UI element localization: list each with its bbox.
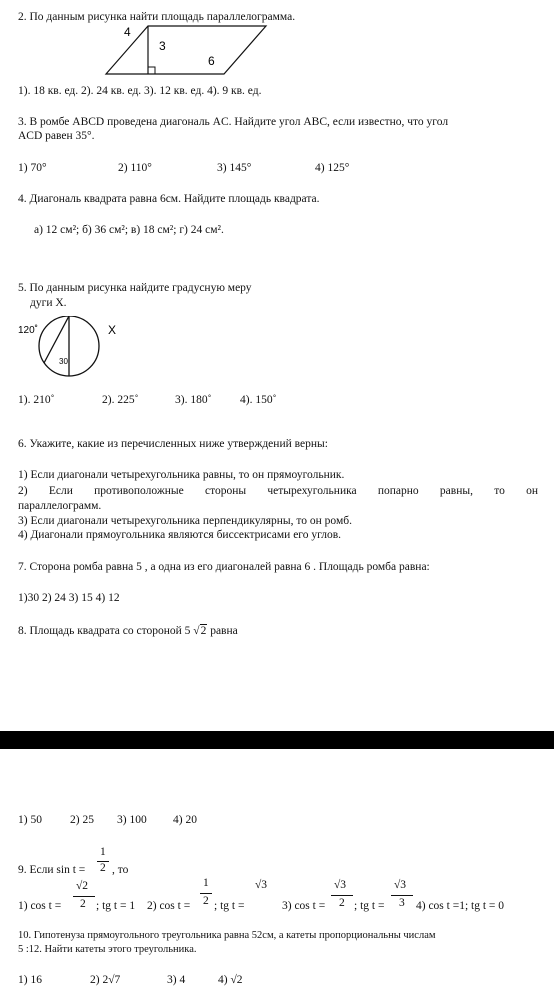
q8-answer-3: 3) 100: [117, 814, 147, 826]
q6-statement-2b: параллелограмм.: [18, 500, 102, 512]
q10-answer-4: 4) √2: [218, 974, 243, 986]
q9-den: 2: [100, 862, 106, 874]
q8-title: [18, 625, 238, 637]
q3-line1: 3. В ромбе ABCD проведена диагональ AC. Найдите угол ABC, если известно, что угол: [18, 116, 449, 128]
fig-side-label: 4: [124, 25, 131, 39]
q5-answer-3: 3). 180˚: [175, 394, 212, 406]
page-separator-band: [0, 731, 554, 749]
q9-a3-bar: [331, 895, 353, 896]
q3-answer-1: 1) 70°: [18, 162, 47, 174]
q6-statement-1: 1) Если диагонали четырехугольника равны, то он прямоугольник.: [18, 469, 345, 481]
q8-radicand: 2: [200, 625, 207, 637]
q9-suffix: , то: [112, 864, 129, 876]
q10-line2: 5 :12. Найти катеты этого треугольника.: [18, 944, 197, 955]
q10-answer-1: 1) 16: [18, 974, 42, 986]
q9-a1-den: 2: [80, 898, 86, 910]
q6-statement-2a: 2) Если противоположные стороны четырехугольника попарно равны, то он: [18, 485, 538, 497]
q6-statement-3: 3) Если диагонали четырехугольника перпендикулярны, то он ромб.: [18, 515, 352, 527]
q9-a3-den: 2: [339, 897, 345, 909]
q5-line1: 5. По данным рисунка найдите градусную меру: [18, 282, 252, 294]
fig-base-label: 6: [208, 54, 215, 68]
q9-a3-tg-bar: [391, 895, 413, 896]
q7-title: 7. Сторона ромба равна 5 , а одна из его диагоналей равна 6 . Площадь ромба равна:: [18, 561, 430, 573]
q5-answer-4: 4). 150˚: [240, 394, 277, 406]
q9-a2-suffix: ; tg t =: [214, 900, 245, 912]
q5-answer-2: 2). 225˚: [102, 394, 139, 406]
q3-answer-4: 4) 125°: [315, 162, 350, 174]
q5-line2: дуги Х.: [30, 297, 67, 309]
parallelogram-figure: [100, 22, 270, 78]
q5-answer-1: 1). 210˚: [18, 394, 55, 406]
q9-a2-den: 2: [203, 895, 209, 907]
q4-title: 4. Диагональ квадрата равна 6см. Найдите площадь квадрата.: [18, 193, 320, 205]
q9-a3-mid: ; tg t =: [354, 900, 385, 912]
q9-a2-tg: √3: [255, 879, 268, 891]
fig-x-label: X: [108, 323, 117, 337]
q2-title: 2. По данным рисунка найти площадь параллелограмма.: [18, 11, 296, 23]
q9-a2-prefix: 2) cos t =: [147, 900, 191, 912]
q10-line1: 10. Гипотенуза прямоугольного треугольника равна 52см, а катеты пропорциональны числам: [18, 930, 436, 941]
q8-prefix: 8. Площадь квадрата со стороной 5: [18, 625, 191, 637]
q9-a2-bar: [200, 893, 212, 894]
q8-suffix: равна: [210, 625, 238, 637]
sqrt-symbol: √2: [193, 625, 207, 637]
q9-a3-tg-num: √3: [394, 879, 407, 891]
fig-height-label: 3: [159, 39, 166, 53]
q9-a1-bar: [73, 896, 95, 897]
q3-answer-2: 2) 110°: [118, 162, 152, 174]
q8-answer-4: 4) 20: [173, 814, 197, 826]
q3-answer-3: 3) 145°: [217, 162, 252, 174]
q9-a1-suffix: ; tg t = 1: [96, 900, 136, 912]
q9-a3-num: √3: [334, 879, 347, 891]
fig-arc-label: 120˚: [18, 325, 39, 336]
q10-answer-2: 2) 2√7: [90, 974, 121, 986]
q9-a1-num: √2: [76, 880, 89, 892]
q9-a3-prefix: 3) cos t =: [282, 900, 326, 912]
q10-answer-3: 3) 4: [167, 974, 186, 986]
q9-a3-tg-den: 3: [399, 897, 405, 909]
q6-title: 6. Укажите, какие из перечисленных ниже утверждений верны:: [18, 438, 328, 450]
q9-a2-num: 1: [203, 877, 209, 889]
q2-answers: 1). 18 кв. ед. 2). 24 кв. ед. 3). 12 кв. ед. 4). 9 кв. ед.: [18, 85, 262, 97]
q8-answer-2: 2) 25: [70, 814, 94, 826]
circle-figure: [16, 316, 126, 378]
q3-line2: ACD равен 35°.: [18, 130, 95, 142]
q9-a4: 4) cos t =1; tg t = 0: [416, 900, 505, 912]
fig-angle-label: 30: [59, 357, 68, 366]
q7-answers: 1)30 2) 24 3) 15 4) 12: [18, 592, 120, 604]
q4-answers: а) 12 см²; б) 36 см²; в) 18 см²; г) 24 см².: [34, 224, 224, 236]
q9-num: 1: [100, 846, 106, 858]
q6-statement-4: 4) Диагонали прямоугольника являются биссектрисами его углов.: [18, 529, 342, 541]
q9-prefix: 9. Если sin t =: [18, 864, 86, 876]
q8-answer-1: 1) 50: [18, 814, 42, 826]
q9-a1-prefix: 1) cos t =: [18, 900, 62, 912]
